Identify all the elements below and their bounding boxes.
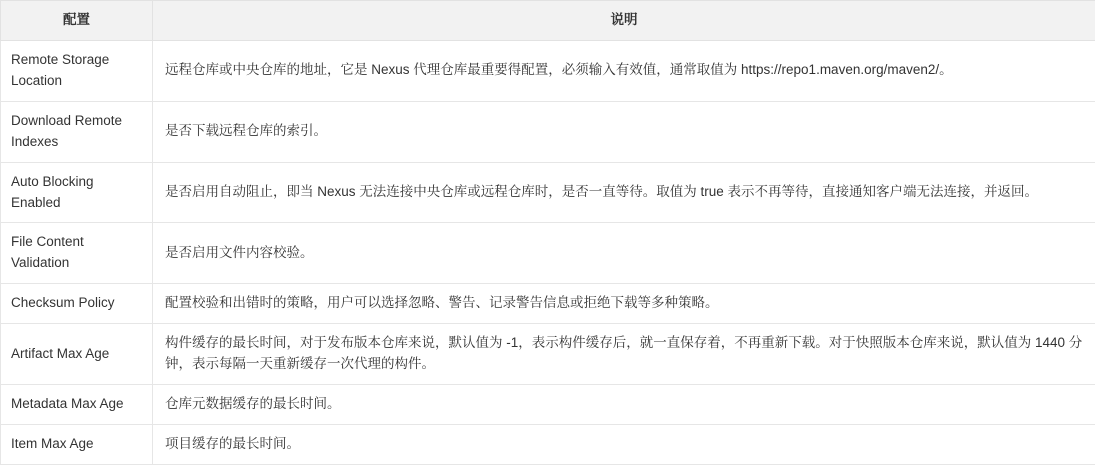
cell-config-name: Item Max Age	[1, 424, 153, 464]
table-body	[1, 40, 1095, 464]
table-header	[1, 1, 1095, 41]
table-row	[1, 223, 1095, 284]
cell-config-description: 项目缓存的最长时间。	[153, 424, 1095, 464]
cell-config-description: 是否启用自动阻止，即当 Nexus 无法连接中央仓库或远程仓库时，是否一直等待。取值为 true 表示不再等待，直接通知客户端无法连接，并返回。	[153, 162, 1095, 223]
table-row	[1, 101, 1095, 162]
table-row	[1, 385, 1095, 425]
cell-config-name: Metadata Max Age	[1, 385, 153, 425]
cell-config-description: 是否下载远程仓库的索引。	[153, 101, 1095, 162]
column-header-name: 配置	[1, 1, 153, 41]
cell-config-name: Remote Storage Location	[1, 40, 153, 101]
table-row	[1, 162, 1095, 223]
cell-config-name: Download Remote Indexes	[1, 101, 153, 162]
cell-config-name: Checksum Policy	[1, 284, 153, 324]
cell-config-description: 是否启用文件内容校验。	[153, 223, 1095, 284]
cell-config-description: 仓库元数据缓存的最长时间。	[153, 385, 1095, 425]
cell-config-name: File Content Validation	[1, 223, 153, 284]
table-row	[1, 324, 1095, 385]
table-row	[1, 40, 1095, 101]
cell-config-description: 远程仓库或中央仓库的地址，它是 Nexus 代理仓库最重要得配置，必须输入有效值，通常取值为 https://repo1.maven.org/maven2/。	[153, 40, 1095, 101]
cell-config-description: 配置校验和出错时的策略，用户可以选择忽略、警告、记录警告信息或拒绝下载等多种策略。	[153, 284, 1095, 324]
column-header-description: 说明	[153, 1, 1095, 41]
cell-config-name: Auto Blocking Enabled	[1, 162, 153, 223]
table-row	[1, 284, 1095, 324]
cell-config-name: Artifact Max Age	[1, 324, 153, 385]
cell-config-description: 构件缓存的最长时间，对于发布版本仓库来说，默认值为 -1，表示构件缓存后，就一直保存着，不再重新下载。对于快照版本仓库来说，默认值为 1440 分钟，表示每隔一天重新缓存一次代理的构件。	[153, 324, 1095, 385]
table-header-row	[1, 1, 1095, 41]
table-row	[1, 424, 1095, 464]
